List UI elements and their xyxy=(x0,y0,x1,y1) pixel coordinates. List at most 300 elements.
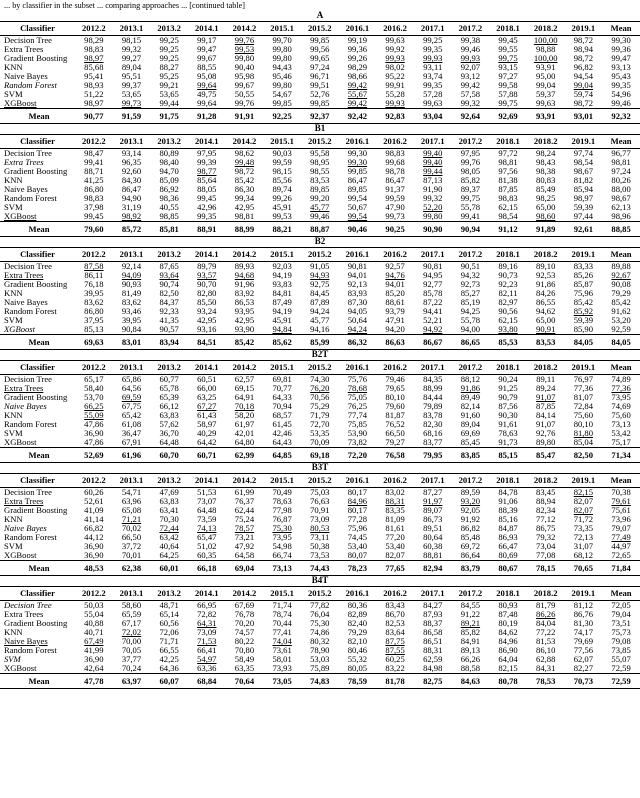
table-cell: 75,29 xyxy=(310,402,330,411)
table-cell: 86,51 xyxy=(423,637,443,646)
mean-cell: 88,91 xyxy=(188,222,226,237)
table-cell: 90,57 xyxy=(159,325,179,335)
table-cell: 79,89 xyxy=(423,402,443,411)
column-header: 2016.1 xyxy=(339,361,377,375)
classifier-name: Extra Trees xyxy=(4,384,44,393)
column-header: 2014.2 xyxy=(226,22,264,36)
table-cell: 98,97 xyxy=(84,54,104,63)
table-cell: 82,07 xyxy=(573,506,594,515)
table-cell: 69,72 xyxy=(460,542,481,551)
table-cell: 52,21 xyxy=(423,316,443,325)
table-cell: 31,07 xyxy=(573,542,594,551)
table-cell: 99,80 xyxy=(272,81,292,90)
table-cell: 73,13 xyxy=(611,420,631,429)
table-cell: 37,77 xyxy=(121,655,142,664)
column-header: 2018.1 xyxy=(489,587,527,601)
table-cell: 39,95 xyxy=(121,316,142,325)
mean-cell: 93,01 xyxy=(565,109,603,124)
table-cell: 97,72 xyxy=(498,148,518,158)
table-cell: 80,19 xyxy=(498,619,518,628)
table-cell: 99,46 xyxy=(460,45,481,54)
table-row xyxy=(0,411,640,420)
table-cell: 96,35 xyxy=(121,158,142,167)
table-row xyxy=(0,524,640,533)
table-cell: 77,49 xyxy=(611,533,631,542)
table-cell: 97,95 xyxy=(197,148,217,158)
table-cell: 98,95 xyxy=(310,158,330,167)
table-cell: 57,58 xyxy=(460,90,481,99)
table-cell: 65,86 xyxy=(121,374,142,384)
table-cell: 91,90 xyxy=(423,185,443,194)
classifier-name: Random Forest xyxy=(4,646,57,655)
table-cell: 63,83 xyxy=(159,411,179,420)
column-header: 2015.2 xyxy=(301,22,339,36)
table-cell: 50,03 xyxy=(84,600,104,610)
table-cell: 77,08 xyxy=(536,551,556,561)
table-cell: 37,72 xyxy=(121,542,142,551)
table-cell: 89,11 xyxy=(536,374,556,384)
table-cell: 85,04 xyxy=(573,438,594,448)
table-cell: 91,86 xyxy=(536,280,556,289)
table-cell: 67,17 xyxy=(121,619,142,628)
mean-cell: 84,05 xyxy=(565,335,603,350)
table-cell: 98,67 xyxy=(611,194,631,203)
table-cell: 76,97 xyxy=(573,374,594,384)
mean-cell: 83,94 xyxy=(150,335,188,350)
table-cell: 93,46 xyxy=(121,307,142,316)
results-table-a xyxy=(0,21,640,124)
table-cell: 94,01 xyxy=(347,271,368,280)
table-cell: 98,05 xyxy=(460,167,481,176)
table-cell: 83,78 xyxy=(423,411,443,420)
mean-cell: 92,69 xyxy=(489,109,527,124)
table-cell: 99,26 xyxy=(272,194,292,203)
table-cell: 85,42 xyxy=(611,298,631,307)
column-header: Classifier xyxy=(0,248,75,262)
classifier-name: SVM xyxy=(4,203,23,212)
table-cell: 83,45 xyxy=(536,487,556,497)
table-cell: 87,85 xyxy=(536,402,556,411)
table-row xyxy=(0,203,640,212)
table-cell: 78,63 xyxy=(272,497,292,506)
table-cell: 63,42 xyxy=(159,533,179,542)
table-cell: 99,47 xyxy=(611,54,631,63)
table-cell: 37,95 xyxy=(84,316,104,325)
table-cell: 99,25 xyxy=(159,35,179,45)
classifier-name: Naive Bayes xyxy=(4,298,48,307)
table-cell: 75,17 xyxy=(611,438,631,448)
table-cell: 91,97 xyxy=(423,497,443,506)
table-cell: 77,28 xyxy=(347,515,368,524)
table-cell: 99,67 xyxy=(234,81,255,90)
table-cell: 99,59 xyxy=(385,194,405,203)
table-cell: 79,04 xyxy=(611,610,631,619)
column-header: 2016.1 xyxy=(339,587,377,601)
column-header: 2017.1 xyxy=(414,361,452,375)
mean-cell: 60,07 xyxy=(150,674,188,689)
column-header: 2012.2 xyxy=(75,474,113,488)
table-cell: 66,50 xyxy=(385,429,405,438)
table-cell: 92,59 xyxy=(611,325,631,335)
table-cell: 50,67 xyxy=(347,203,368,212)
column-header: 2013.1 xyxy=(113,587,151,601)
table-cell: 42,01 xyxy=(234,429,255,438)
mean-label: Mean xyxy=(0,561,75,576)
table-cell: 60,26 xyxy=(84,487,104,497)
table-cell: 99,37 xyxy=(121,81,142,90)
table-cell: 99,30 xyxy=(611,35,631,45)
table-cell: 94,09 xyxy=(121,271,142,280)
column-header: 2016.2 xyxy=(376,474,414,488)
table-cell: 99,63 xyxy=(385,35,405,45)
table-cell: 73,09 xyxy=(310,515,330,524)
table-cell: 77,36 xyxy=(611,384,631,393)
table-cell: 70,30 xyxy=(159,515,179,524)
classifier-name: XGBoost xyxy=(4,551,37,561)
mean-cell: 70,64 xyxy=(226,674,264,689)
table-cell: 82,11 xyxy=(498,289,518,298)
table-cell: 75,60 xyxy=(573,411,594,420)
mean-cell: 68,84 xyxy=(188,674,226,689)
table-cell: 78,74 xyxy=(272,610,292,619)
table-cell: 52,76 xyxy=(310,90,330,99)
table-cell: 92,76 xyxy=(536,429,556,438)
classifier-name: Gradient Boosting xyxy=(4,280,68,289)
column-header: 2013.2 xyxy=(150,474,188,488)
table-cell: 82,15 xyxy=(573,487,594,497)
mean-cell: 84,05 xyxy=(602,335,640,350)
table-row xyxy=(0,637,640,646)
table-cell: 85,56 xyxy=(272,176,292,185)
table-cell: 63,83 xyxy=(159,497,179,506)
table-cell: 59,37 xyxy=(536,90,556,99)
table-cell: 70,91 xyxy=(310,506,330,515)
mean-cell: 71,34 xyxy=(602,448,640,463)
table-cell: 36,90 xyxy=(84,542,104,551)
table-cell: 87,30 xyxy=(347,298,368,307)
table-cell: 85,48 xyxy=(460,533,481,542)
table-cell: 81,79 xyxy=(536,600,556,610)
table-cell: 94,93 xyxy=(310,271,330,280)
table-cell: 90,79 xyxy=(498,393,518,402)
table-cell: 98,92 xyxy=(121,212,142,222)
table-cell: 64,48 xyxy=(197,506,217,515)
table-cell: 77,82 xyxy=(310,600,330,610)
table-cell: 66,00 xyxy=(197,384,217,393)
column-header: 2013.1 xyxy=(113,248,151,262)
table-cell: 94,01 xyxy=(385,280,405,289)
table-cell: 94,20 xyxy=(385,325,405,335)
table-cell: 60,38 xyxy=(423,542,443,551)
table-cell: 42,95 xyxy=(234,203,255,212)
mean-cell: 69,63 xyxy=(75,335,113,350)
table-cell: 86,26 xyxy=(536,610,556,619)
table-row xyxy=(0,384,640,393)
table-cell: 55,67 xyxy=(347,90,368,99)
table-cell: 99,41 xyxy=(84,158,104,167)
header-row xyxy=(0,361,640,375)
mean-cell: 69,04 xyxy=(226,561,264,576)
table-cell: 65,78 xyxy=(159,384,179,393)
table-row xyxy=(0,194,640,203)
table-cell: 55,78 xyxy=(460,203,481,212)
column-header: 2014.1 xyxy=(188,587,226,601)
table-cell: 97,24 xyxy=(611,167,631,176)
table-cell: 81,07 xyxy=(573,393,594,402)
table-cell: 67,49 xyxy=(84,637,104,646)
table-cell: 44,12 xyxy=(84,533,104,542)
table-cell: 94,68 xyxy=(234,271,255,280)
table-cell: 55,32 xyxy=(347,655,368,664)
column-header: Classifier xyxy=(0,361,75,375)
table-cell: 91,62 xyxy=(611,307,631,316)
classifier-name: Random Forest xyxy=(4,420,57,429)
table-cell: 80,69 xyxy=(498,551,518,561)
table-cell: 82,27 xyxy=(573,664,594,674)
table-cell: 76,63 xyxy=(310,497,330,506)
table-cell: 65,47 xyxy=(197,533,217,542)
table-cell: 98,81 xyxy=(498,158,518,167)
table-cell: 72,13 xyxy=(573,533,594,542)
table-cell: 65,59 xyxy=(121,610,142,619)
table-cell: 99,76 xyxy=(234,35,255,45)
classifier-name: SVM xyxy=(4,90,23,99)
column-header: 2013.2 xyxy=(150,361,188,375)
table-cell: 87,89 xyxy=(310,298,330,307)
mean-cell: 73,13 xyxy=(263,561,301,576)
table-cell: 77,20 xyxy=(385,533,405,542)
mean-label: Mean xyxy=(0,674,75,689)
table-cell: 99,25 xyxy=(423,35,443,45)
table-cell: 99,30 xyxy=(347,148,368,158)
table-row xyxy=(0,149,640,159)
table-cell: 92,60 xyxy=(121,167,142,176)
table-cell: 87,27 xyxy=(423,487,443,497)
table-cell: 82,14 xyxy=(460,402,481,411)
mean-cell: 85,53 xyxy=(489,335,527,350)
table-cell: 47,92 xyxy=(234,542,255,551)
table-cell: 90,81 xyxy=(347,261,368,271)
classifier-name: SVM xyxy=(4,316,23,325)
table-cell: 99,64 xyxy=(197,99,217,109)
table-cell: 93,91 xyxy=(536,63,556,72)
table-cell: 58,40 xyxy=(84,384,104,393)
column-header: 2014.2 xyxy=(226,474,264,488)
mean-cell: 83,79 xyxy=(452,561,490,576)
table-cell: 55,07 xyxy=(611,655,631,664)
classifier-name: Gradient Boosting xyxy=(4,167,68,176)
table-cell: 73,51 xyxy=(611,619,631,628)
table-cell: 98,15 xyxy=(121,35,142,45)
table-cell: 75,73 xyxy=(611,628,631,637)
table-row xyxy=(0,438,640,448)
table-cell: 97,44 xyxy=(573,212,594,222)
table-cell: 77,98 xyxy=(272,506,292,515)
table-cell: 96,82 xyxy=(573,63,594,72)
table-cell: 75,76 xyxy=(347,374,368,384)
section-label: B3T xyxy=(311,462,329,472)
table-cell: 88,12 xyxy=(460,374,481,384)
mean-cell: 47,78 xyxy=(75,674,113,689)
table-cell: 82,89 xyxy=(347,610,368,619)
table-cell: 94,32 xyxy=(460,271,481,280)
table-cell: 84,78 xyxy=(498,487,518,497)
table-cell: 86,47 xyxy=(121,185,142,194)
table-cell: 54,97 xyxy=(197,655,217,664)
table-cell: 58,49 xyxy=(234,655,255,664)
table-cell: 83,43 xyxy=(385,600,405,610)
mean-cell: 88,21 xyxy=(263,222,301,237)
table-cell: 99,04 xyxy=(536,81,556,90)
table-cell: 82,15 xyxy=(498,664,518,674)
table-cell: 97,24 xyxy=(310,63,330,72)
table-cell: 84,31 xyxy=(536,664,556,674)
table-cell: 79,69 xyxy=(573,637,594,646)
table-cell: 77,56 xyxy=(573,646,594,655)
table-cell: 85,45 xyxy=(460,438,481,448)
table-cell: 63,35 xyxy=(234,664,255,674)
column-header: 2014.1 xyxy=(188,361,226,375)
mean-cell: 79,60 xyxy=(75,222,113,237)
table-cell: 47,86 xyxy=(84,438,104,448)
table-cell: 82,10 xyxy=(347,637,368,646)
table-cell: 93,20 xyxy=(460,497,481,506)
table-cell: 98,02 xyxy=(385,63,405,72)
table-cell: 74,04 xyxy=(272,637,292,646)
column-header: 2018.2 xyxy=(527,248,565,262)
table-cell: 40,88 xyxy=(84,619,104,628)
mean-cell: 85,42 xyxy=(226,335,264,350)
table-cell: 84,81 xyxy=(272,289,292,298)
table-cell: 98,94 xyxy=(573,45,594,54)
table-cell: 89,07 xyxy=(423,506,443,515)
table-cell: 80,46 xyxy=(347,646,368,655)
table-cell: 84,91 xyxy=(460,637,481,646)
results-table-b2 xyxy=(0,247,640,350)
table-cell: 87,93 xyxy=(423,610,443,619)
table-cell: 88,37 xyxy=(423,619,443,628)
table-cell: 99,75 xyxy=(460,194,481,203)
table-cell: 62,44 xyxy=(234,506,255,515)
table-cell: 80,93 xyxy=(498,600,518,610)
table-cell: 70,02 xyxy=(121,524,142,533)
mean-cell: 85,15 xyxy=(489,448,527,463)
column-header: Classifier xyxy=(0,135,75,149)
table-cell: 98,43 xyxy=(536,158,556,167)
mean-cell: 62,99 xyxy=(226,448,264,463)
classifier-name: Naive Bayes xyxy=(4,637,48,646)
table-cell: 79,29 xyxy=(611,289,631,298)
mean-cell: 93,04 xyxy=(414,109,452,124)
table-cell: 70,49 xyxy=(272,487,292,497)
column-header: 2014.2 xyxy=(226,587,264,601)
table-cell: 93,95 xyxy=(234,307,255,316)
table-cell: 99,42 xyxy=(460,81,481,90)
table-cell: 87,55 xyxy=(385,646,405,655)
classifier-name: Random Forest xyxy=(4,533,57,542)
table-cell: 99,80 xyxy=(272,54,292,63)
table-cell: 95,58 xyxy=(310,148,330,158)
table-row xyxy=(0,185,640,194)
table-cell: 99,75 xyxy=(498,99,518,109)
table-cell: 53,65 xyxy=(159,90,179,99)
table-cell: 74,45 xyxy=(347,533,368,542)
results-tables xyxy=(0,11,640,689)
table-cell: 92,13 xyxy=(347,280,368,289)
table-cell: 65,00 xyxy=(536,203,556,212)
table-cell: 90,51 xyxy=(460,261,481,271)
column-header: 2018.2 xyxy=(527,474,565,488)
column-header: 2017.1 xyxy=(414,248,452,262)
column-header: 2014.1 xyxy=(188,474,226,488)
table-cell: 99,17 xyxy=(197,35,217,45)
table-cell: 64,48 xyxy=(159,438,179,448)
mean-cell: 76,58 xyxy=(376,448,414,463)
column-header: 2016.2 xyxy=(376,361,414,375)
table-cell: 94,00 xyxy=(460,325,481,335)
column-header: 2014.2 xyxy=(226,248,264,262)
mean-row xyxy=(0,448,640,463)
table-cell: 66,82 xyxy=(84,524,104,533)
table-cell: 81,09 xyxy=(385,515,405,524)
table-cell: 93,11 xyxy=(423,63,443,72)
table-cell: 77,22 xyxy=(536,628,556,637)
table-cell: 64,31 xyxy=(197,619,217,628)
table-row xyxy=(0,628,640,637)
mean-row xyxy=(0,109,640,124)
column-header: 2016.2 xyxy=(376,135,414,149)
mean-cell: 91,75 xyxy=(150,109,188,124)
mean-label: Mean xyxy=(0,448,75,463)
table-cell: 66,55 xyxy=(159,646,179,655)
table-cell: 72,70 xyxy=(310,420,330,429)
classifier-name: Random Forest xyxy=(4,307,57,316)
table-cell: 84,98 xyxy=(423,664,443,674)
table-cell: 75,05 xyxy=(347,393,368,402)
table-cell: 92,73 xyxy=(460,280,481,289)
column-header: 2013.2 xyxy=(150,135,188,149)
table-cell: 84,26 xyxy=(536,289,556,298)
table-cell: 42,46 xyxy=(272,429,292,438)
column-header: 2013.2 xyxy=(150,248,188,262)
table-cell: 80,10 xyxy=(573,420,594,429)
table-cell: 75,96 xyxy=(347,524,368,533)
mean-label: Mean xyxy=(0,335,75,350)
table-cell: 88,27 xyxy=(159,63,179,72)
table-cell: 93,80 xyxy=(498,325,518,335)
table-cell: 89,13 xyxy=(460,646,481,655)
column-header: 2019.1 xyxy=(565,474,603,488)
mean-cell: 64,85 xyxy=(263,448,301,463)
table-cell: 84,55 xyxy=(460,600,481,610)
table-cell: 54,71 xyxy=(121,487,142,497)
mean-cell: 80,67 xyxy=(489,561,527,576)
table-cell: 98,83 xyxy=(84,45,104,54)
table-cell: 99,40 xyxy=(423,158,443,167)
table-cell: 99,38 xyxy=(460,35,481,45)
table-cell: 73,82 xyxy=(347,438,368,448)
table-cell: 70,80 xyxy=(234,646,255,655)
table-cell: 71,72 xyxy=(573,515,594,524)
table-cell: 98,60 xyxy=(536,212,556,222)
table-cell: 54,67 xyxy=(272,90,292,99)
table-cell: 98,85 xyxy=(159,212,179,222)
table-cell: 98,54 xyxy=(573,158,594,167)
table-cell: 99,46 xyxy=(310,212,330,222)
table-cell: 99,35 xyxy=(423,45,443,54)
table-cell: 94,95 xyxy=(423,271,443,280)
classifier-name: XGBoost xyxy=(4,664,37,674)
